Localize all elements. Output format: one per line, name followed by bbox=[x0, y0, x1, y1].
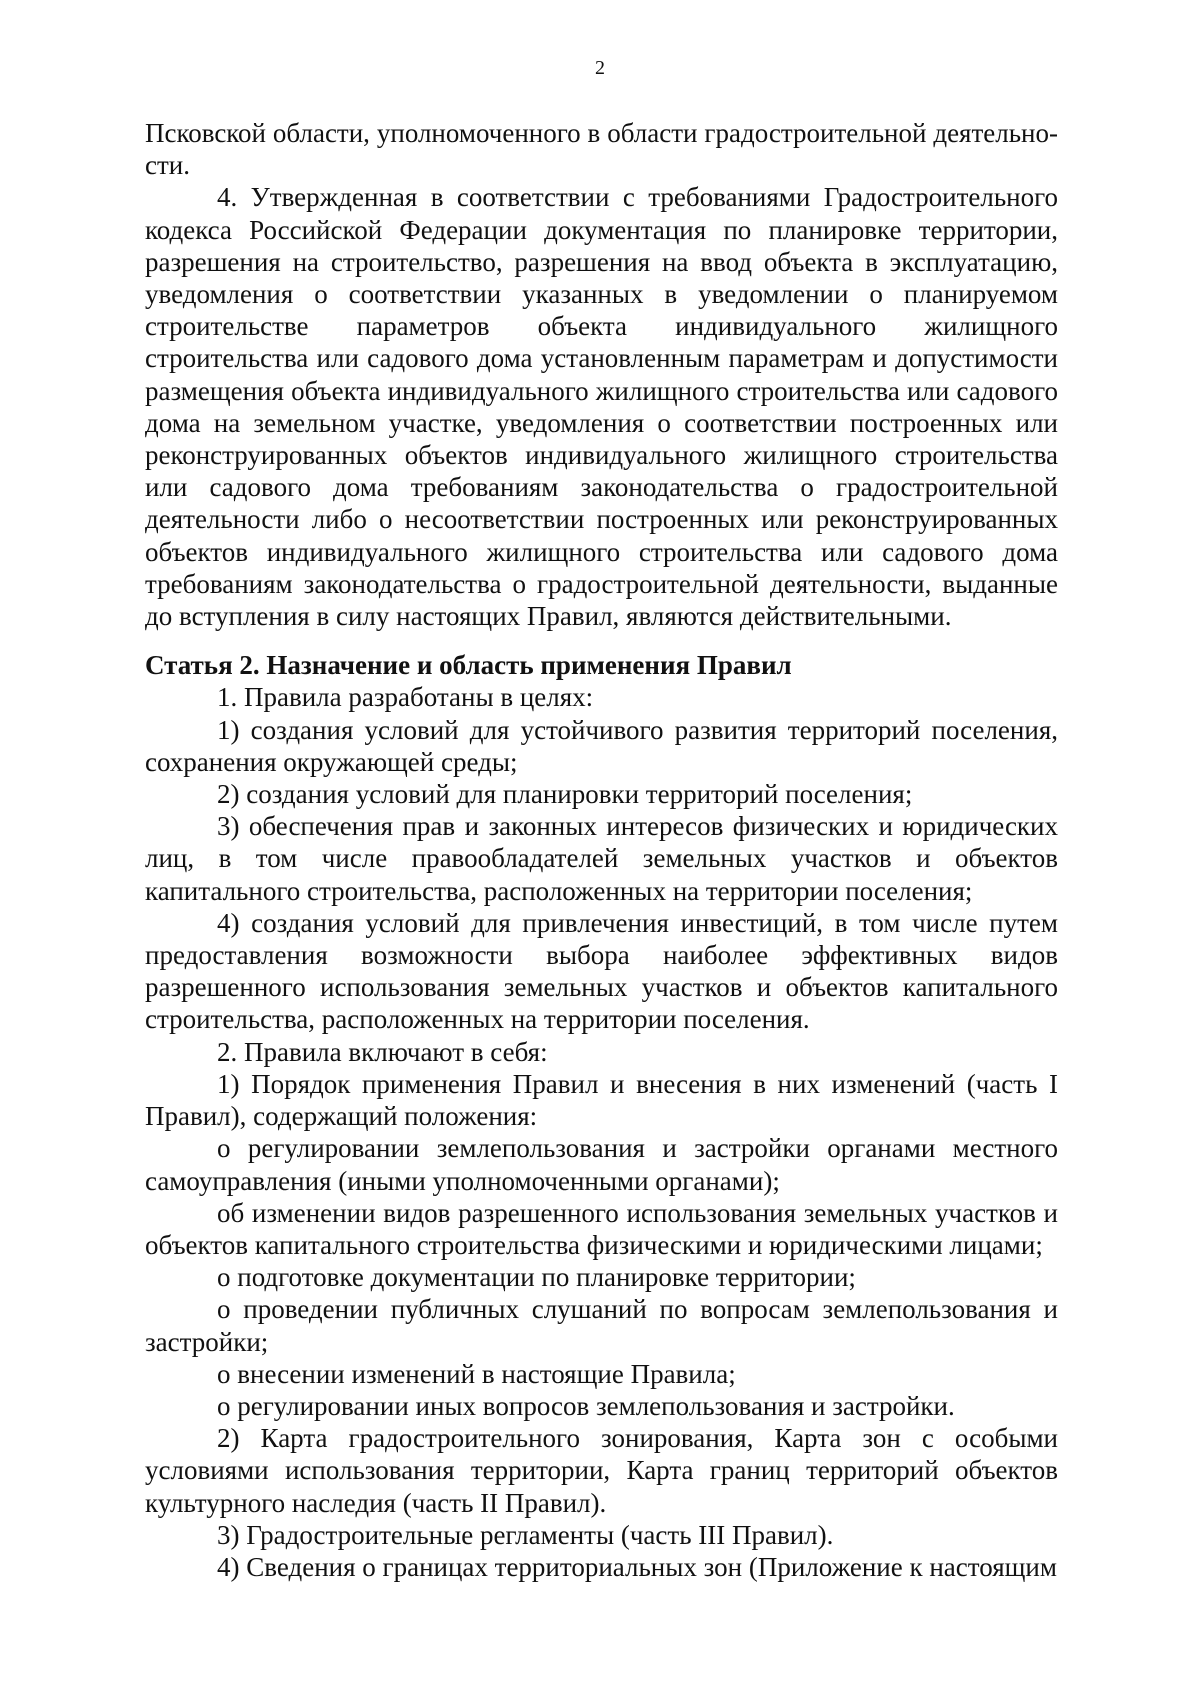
paragraph: 2. Правила включают в себя: bbox=[217, 1036, 548, 1067]
paragraph: Псковской области, уполномоченного в области градостроительной деятельности. bbox=[145, 118, 1058, 181]
document-body bbox=[145, 117, 1058, 1583]
list-item: 1) создания условий для устойчивого развития территорий поселения, сохранения окружающей среды; bbox=[145, 714, 1058, 777]
list-item: 2) создания условий для планировки территорий поселения; bbox=[217, 779, 913, 810]
paragraph: 1. Правила разработаны в целях: bbox=[217, 682, 594, 713]
list-item: 4) создания условий для привлечения инвестиций, в том числе путем предоставления возможности выбора наиболее эффективных видов разрешенного использования земельных участков и объектов капитального строительства, расположенных на территории поселения. bbox=[145, 907, 1058, 1035]
section-heading: Статья 2. Назначение и область применения Правил bbox=[145, 650, 792, 681]
list-item: 2) Карта градостроительного зонирования, Карта зон с особыми условиями использования территории, Карта границ территорий объектов культурного наследия (часть II Правил). bbox=[145, 1423, 1058, 1518]
list-item: о регулировании иных вопросов землепользования и застройки. bbox=[217, 1390, 955, 1421]
list-item: об изменении видов разрешенного использования земельных участков и объектов капитального строительства физическими и юридическими лицами; bbox=[145, 1197, 1058, 1260]
list-item: 3) Градостроительные регламенты (часть III Правил). bbox=[217, 1519, 834, 1550]
paragraph: 4. Утвержденная в соответствии с требованиями Градостроительного кодекса Российской Федерации документация по планировке территории, разрешения на строительство, разрешения на ввод объекта в эксплуатацию, уведомления о соответствии указанных в уведомлении о планируемом строительстве параметров объекта индивидуального жилищного строительства или садового дома установленным параметрам и допустимости размещения объекта индивидуального жилищного строительства или садового дома на земельном участке, уведомления о соответствии построенных или реконструированных объектов индивидуального жилищного строительства или садового дома требованиям законодательства о градостроительной деятельности либо о несоответствии построенных или реконструированных объектов индивидуального жилищного строительства или садового дома требованиям законодательства о градостроительной деятельности, выданные до вступления в силу настоящих Правил, являются действительными. bbox=[145, 182, 1058, 632]
list-item: о внесении изменений в настоящие Правила; bbox=[217, 1358, 736, 1389]
page-number: 2 bbox=[595, 57, 605, 79]
list-item: 4) Сведения о границах территориальных зон (Приложение к настоящим bbox=[217, 1551, 1057, 1582]
list-item: 1) Порядок применения Правил и внесения в них изменений (часть I Правил), содержащий положения: bbox=[145, 1068, 1058, 1132]
list-item: о проведении публичных слушаний по вопросам землепользования и застройки; bbox=[145, 1294, 1058, 1357]
list-item: о регулировании землепользования и застройки органами местного самоуправления (иными уполномоченными органами); bbox=[145, 1133, 1058, 1196]
list-item: о подготовке документации по планировке территории; bbox=[217, 1262, 856, 1293]
list-item: 3) обеспечения прав и законных интересов физических и юридических лиц, в том числе правообладателей земельных участков и объектов капитального строительства, расположенных на территории поселения; bbox=[145, 811, 1058, 906]
